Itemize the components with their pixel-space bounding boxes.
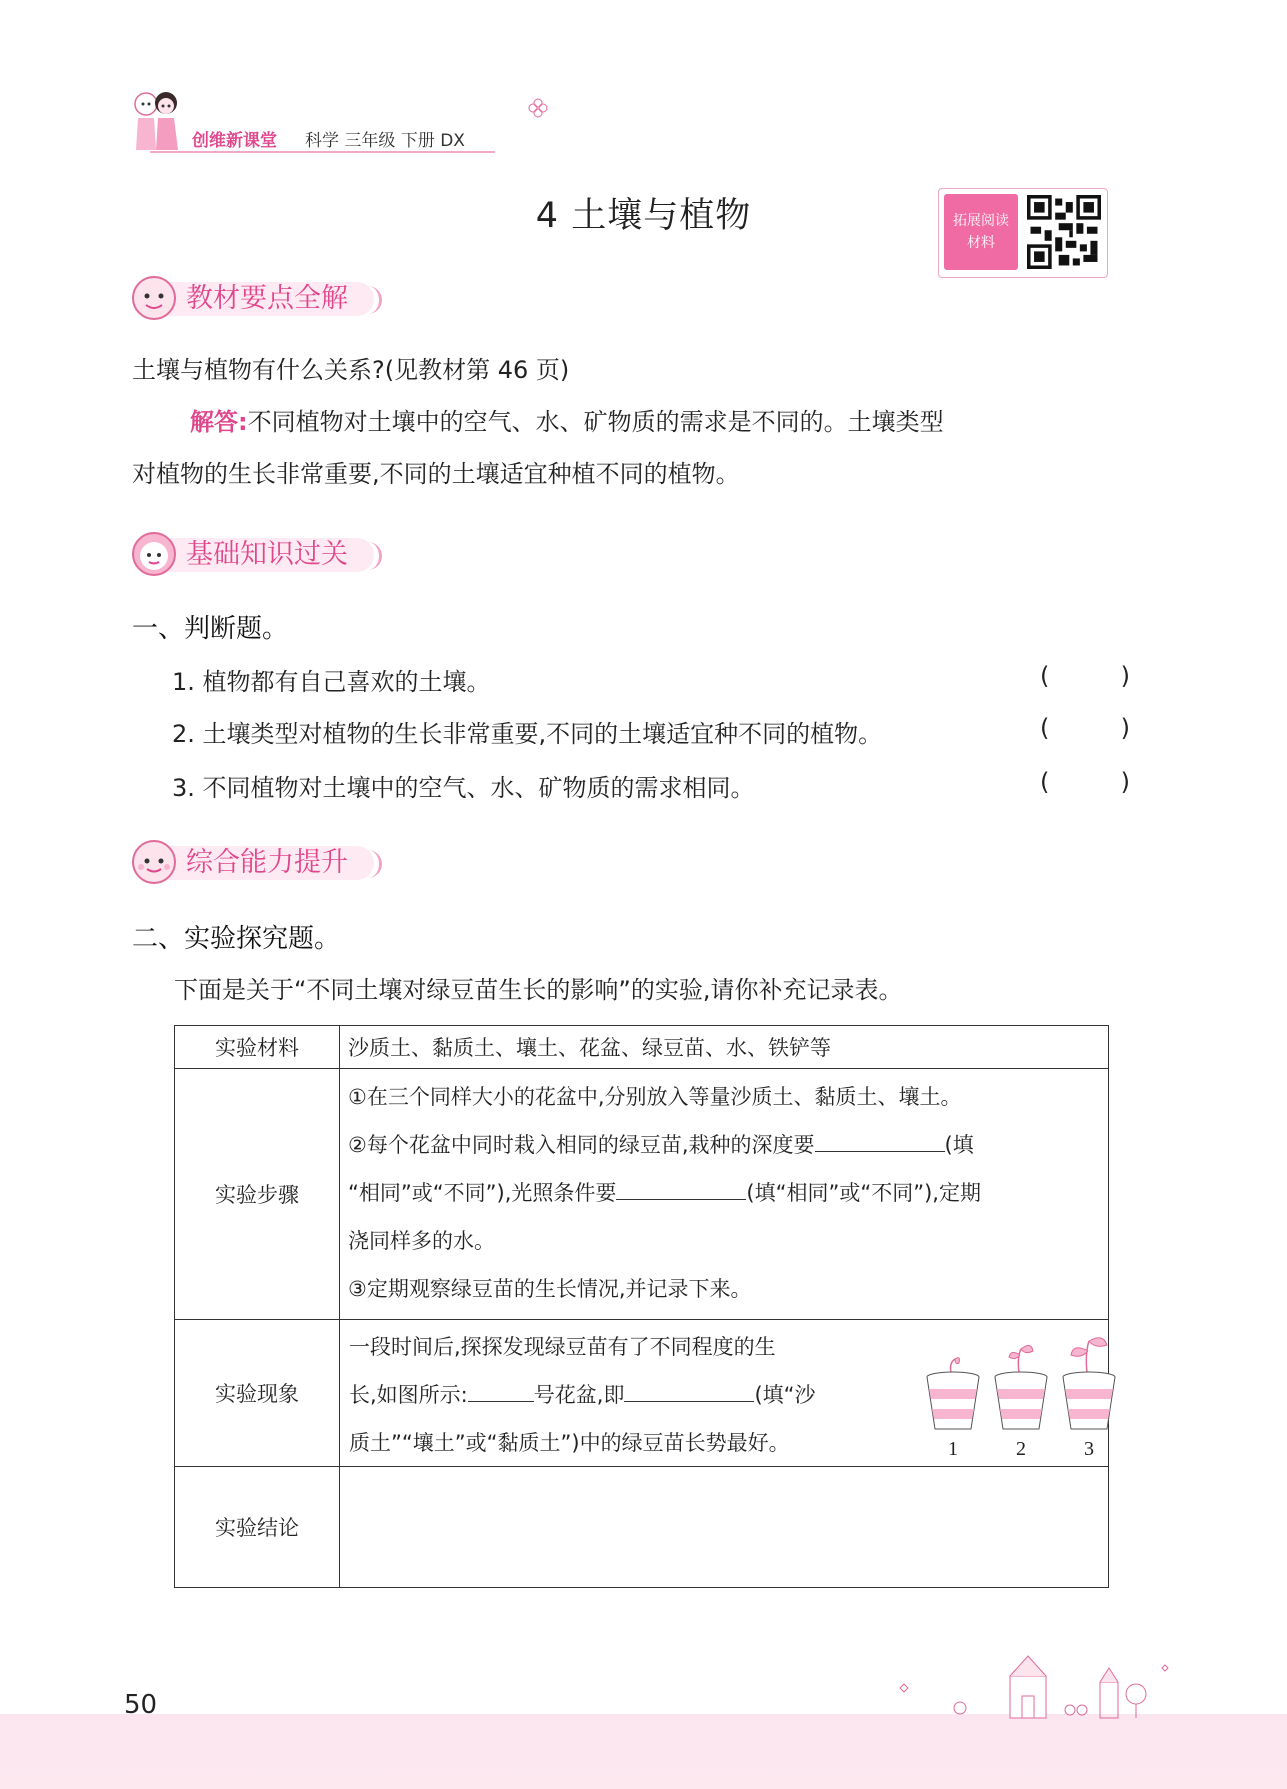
cartoon-kids-logo: [128, 88, 184, 154]
table-row: [175, 1069, 1109, 1320]
judgement-heading: 一、判断题。: [132, 614, 289, 644]
extended-reading-tag: [944, 194, 1018, 270]
materials-label: 实验材料: [175, 1026, 340, 1069]
phenomenon-line-1: 一段时间后,探探发现绿豆苗有了不同程度的生: [349, 1335, 776, 1359]
pot-2-icon: [995, 1345, 1047, 1429]
judgement-item-1: 1. 植物都有自己喜欢的土壤。: [172, 668, 491, 696]
table-row: [175, 1320, 1109, 1467]
phenomenon-line-2: 长,如图所示: 号花盆,即 (填“沙: [349, 1371, 909, 1419]
depth-blank[interactable]: [815, 1121, 945, 1152]
table-row: [175, 1467, 1109, 1588]
qr-code-icon: [1027, 194, 1101, 270]
answer-text-1: 不同植物对土壤中的空气、水、矿物质的需求是不同的。土壤类型: [247, 408, 944, 436]
steps-cell: [340, 1069, 1109, 1320]
qr-label-line2: 材料: [967, 235, 995, 251]
pot-number-1: 1: [948, 1438, 958, 1460]
flower-pots-illustration: [921, 1333, 1121, 1461]
header-divider: [150, 151, 495, 153]
extended-reading-qr[interactable]: [938, 188, 1108, 278]
answer-parens-1[interactable]: ( ): [1040, 662, 1130, 690]
experiment-intro: 下面是关于“不同土壤对绿豆苗生长的影响”的实验,请你补充记录表。: [174, 976, 903, 1004]
answer-line-2: 对植物的生长非常重要,不同的土壤适宜种植不同的植物。: [132, 460, 740, 488]
conclusion-answer-area[interactable]: [340, 1467, 1109, 1588]
materials-value: 沙质土、黏质土、壤土、花盆、绿豆苗、水、铁铲等: [340, 1026, 1109, 1069]
section-banner-key-points: [130, 274, 390, 322]
answer-parens-2[interactable]: ( ): [1040, 714, 1130, 742]
step-2-line-3: 浇同样多的水。: [348, 1229, 495, 1253]
answer-line-1: [190, 404, 944, 440]
experiment-heading: 二、实验探究题。: [132, 924, 341, 954]
pot-number-3: 3: [1084, 1438, 1094, 1460]
kid-face-icon: [130, 274, 178, 322]
pot-number-2: 2: [1016, 1438, 1026, 1460]
castle-decoration-icon: [880, 1648, 1180, 1720]
kid-face-icon: [130, 838, 178, 886]
kid-face-icon: [130, 530, 178, 578]
steps-label: 实验步骤: [175, 1069, 340, 1320]
subject-label: 科学 三年级 下册 DX: [305, 131, 465, 151]
experiment-record-table: [174, 1025, 1109, 1588]
step-1: ①在三个同样大小的花盆中,分别放入等量沙质土、黏质土、壤土。: [348, 1085, 962, 1109]
series-name: 创维新课堂: [192, 131, 277, 151]
step-2-line-1: ②每个花盆中同时栽入相同的绿豆苗,栽种的深度要 (填: [348, 1121, 1100, 1169]
section-banner-basics: [130, 530, 390, 578]
answer-label: 解答:: [190, 408, 248, 436]
judgement-item-2: 2. 土壤类型对植物的生长非常重要,不同的土壤适宜种不同的植物。: [172, 720, 883, 748]
qr-label-line1: 拓展阅读: [953, 213, 1009, 229]
answer-parens-3[interactable]: ( ): [1040, 768, 1130, 796]
pot-3-icon: [1063, 1338, 1115, 1429]
table-row: [175, 1026, 1109, 1069]
page-title: 4 土壤与植物: [535, 196, 752, 236]
section-title: 教材要点全解: [186, 283, 348, 314]
page-number: 50: [124, 1690, 158, 1720]
section-title: 基础知识过关: [186, 539, 348, 570]
phenomenon-cell: [340, 1320, 1109, 1467]
phenomenon-label: 实验现象: [175, 1320, 340, 1467]
light-blank[interactable]: [616, 1169, 746, 1200]
judgement-item-3: 3. 不同植物对土壤中的空气、水、矿物质的需求相同。: [172, 774, 755, 802]
phenomenon-line-3: 质土”“壤土”或“黏质土”)中的绿豆苗长势最好。: [349, 1431, 790, 1455]
section-title: 综合能力提升: [186, 847, 348, 878]
step-2-line-2: “相同”或“不同”),光照条件要 (填“相同”或“不同”),定期: [348, 1169, 1100, 1217]
pot-1-icon: [927, 1358, 979, 1429]
step-3: ③定期观察绿豆苗的生长情况,并记录下来。: [348, 1277, 752, 1301]
footer-band: [0, 1714, 1287, 1789]
flower-icon: [528, 98, 548, 118]
key-question: 土壤与植物有什么关系?(见教材第 46 页): [132, 356, 570, 384]
conclusion-label: 实验结论: [175, 1467, 340, 1588]
pot-number-blank[interactable]: [468, 1371, 534, 1402]
soil-type-blank[interactable]: [624, 1371, 754, 1402]
section-banner-ability: [130, 838, 390, 886]
